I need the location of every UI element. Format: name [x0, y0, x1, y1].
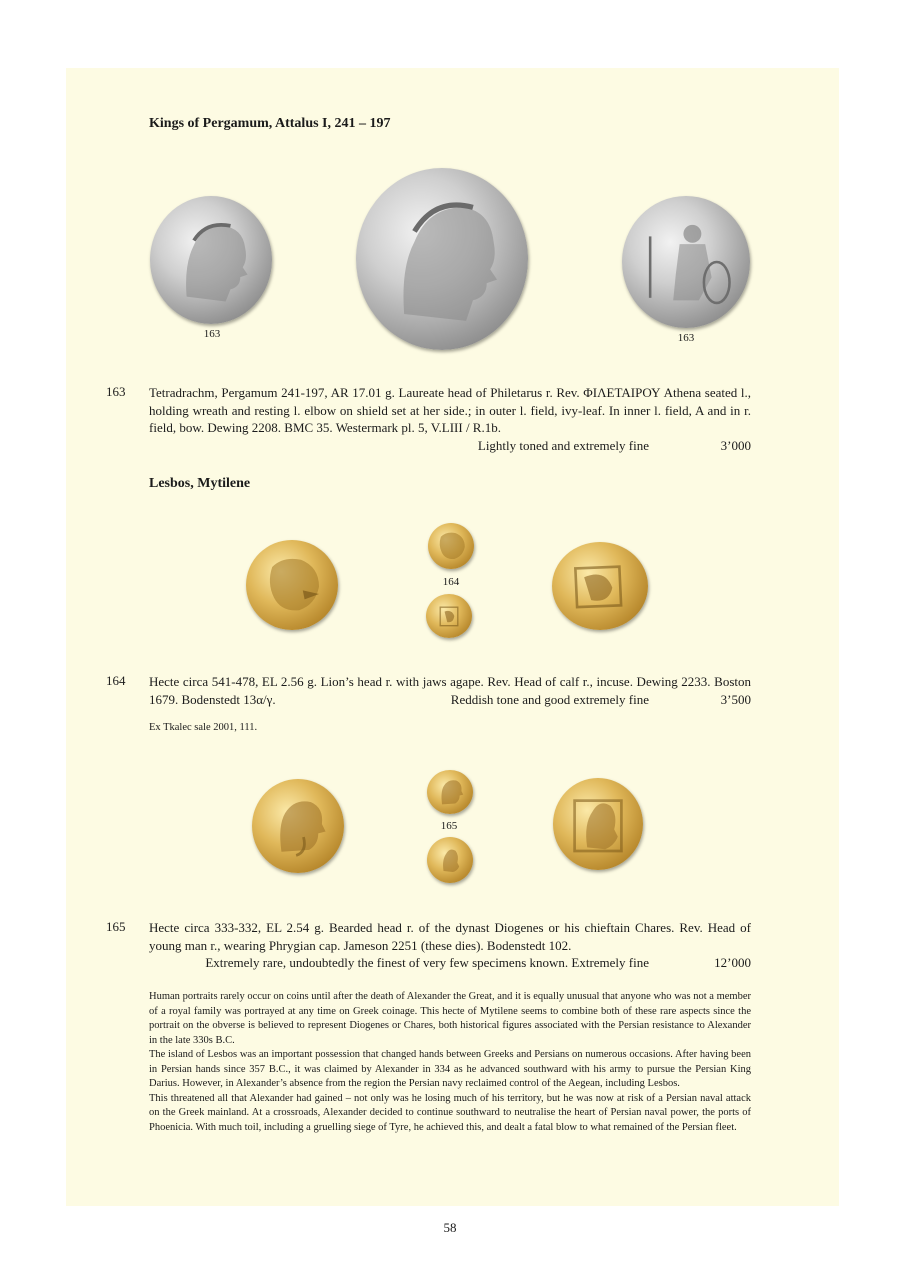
- coin-164-reverse: [426, 594, 472, 638]
- portrait-head-icon: [356, 168, 528, 350]
- bearded-head-icon: [252, 779, 344, 873]
- note-paragraph: The island of Lesbos was an important possession that changed hands between Greeks and Persians on numerous occasions. After having been in Persian hands since 357 B.C., it was claimed by Alexander in 334 as he advanced southward with his army to pursue the Persian King Darius. However, in Alexander’s absence from the region the Persian navy reclaimed control of the Aegean, including Lesbos.: [149, 1049, 751, 1089]
- coin-163-obverse-enlarged: [356, 168, 528, 350]
- bearded-head-icon: [427, 770, 473, 814]
- section-heading-lesbos: Lesbos, Mytilene: [149, 476, 251, 491]
- lot-164-entry: [149, 673, 751, 708]
- lot-165-entry: [149, 919, 751, 972]
- lot-163-entry: [149, 384, 751, 454]
- caption-165: 165: [440, 820, 458, 832]
- lot-165-notes: [149, 990, 751, 1135]
- lion-head-icon: [246, 540, 338, 630]
- section-heading-pergamum: Kings of Pergamum, Attalus I, 241 – 197: [149, 116, 391, 131]
- lot-165-price: 12’000: [714, 955, 751, 970]
- lot-163-grade: Lightly toned and extremely fine: [477, 437, 649, 453]
- lot-163-description: Tetradrachm, Pergamum 241-197, AR 17.01 g. Laureate head of Philetarus r. Rev. ΦΙΛΕΤΑΙΡΟΥ Athena seated l., holding wreath and resting l. elbow on shield set at her side.; in outer l. field, ivy-leaf. In inner l. field, A and in r. field, bow. Dewing 2208. BMC 35. Westermark pl. 5, V.LIII / R.1b.: [149, 385, 751, 435]
- note-paragraph: Human portraits rarely occur on coins until after the death of Alexander the Great, and it is equally unusual that anyone who was not a member of a royal family was portrayed at any time on Greek coinage. This hecte of Mytilene seems to combine both of these rare aspects since the portrait on the obverse is believed to represent Diogenes or Chares, both historical figures associated with the Persian resistance to Alexander in the late 330s B.C.: [149, 991, 751, 1046]
- lot-number-165: 165: [106, 919, 126, 934]
- caption-164: 164: [442, 576, 460, 588]
- lot-165-grade: Extremely rare, undoubtedly the finest of very few specimens known. Extremely fine: [205, 955, 649, 970]
- phrygian-cap-head-icon: [427, 837, 473, 883]
- coin-163-reverse: [622, 196, 750, 328]
- lion-head-icon: [428, 523, 474, 569]
- coin-164-reverse-enlarged: [552, 542, 648, 630]
- coin-165-obverse: [427, 770, 473, 814]
- lot-number-163: 163: [106, 384, 126, 399]
- lot-number-164: 164: [106, 673, 126, 688]
- lot-164-provenance: Ex Tkalec sale 2001, 111.: [149, 722, 258, 733]
- phrygian-cap-head-icon: [553, 778, 643, 870]
- lot-164-price: 3’500: [720, 691, 751, 707]
- portrait-head-icon: [150, 196, 272, 324]
- coin-165-obverse-enlarged: [252, 779, 344, 873]
- lot-163-grade-row: [149, 437, 751, 455]
- coin-165-reverse-enlarged: [553, 778, 643, 870]
- lot-164-grade-row: [451, 691, 751, 709]
- lot-164-description: Hecte circa 541-478, EL 2.56 g. Lion’s head r. with jaws agape. Rev. Head of calf r., incuse. Dewing 2233. Boston 1679. Bodenstedt 13α/γ.: [149, 674, 751, 707]
- caption-163-left: 163: [203, 328, 221, 340]
- calf-head-icon: [426, 594, 472, 638]
- coin-164-obverse-enlarged: [246, 540, 338, 630]
- lot-163-price: 3’000: [720, 437, 751, 453]
- lot-165-grade-row: [149, 954, 751, 972]
- lot-164-grade: Reddish tone and good extremely fine: [450, 691, 649, 707]
- caption-163-right: 163: [677, 332, 695, 344]
- coin-163-obverse-small: [150, 196, 272, 324]
- coin-165-reverse: [427, 837, 473, 883]
- seated-athena-icon: [622, 196, 750, 328]
- lot-165-description: Hecte circa 333-332, EL 2.54 g. Bearded head r. of the dynast Diogenes or his chieftain Chares. Rev. Head of young man r., wearing Phrygian cap. Jameson 2251 (these dies). Bodenstedt 102.: [149, 920, 751, 953]
- page-number: 58: [443, 1220, 457, 1235]
- calf-head-icon: [552, 542, 648, 630]
- note-paragraph: This threatened all that Alexander had gained – not only was he losing much of his territory, but he was now at risk of a Persian naval attack on the Greek mainland. At a crossroads, Alexander decided to continue southward to neutralise the heart of Persian naval power, the ports of Phoenicia. With much toil, including a gruelling siege of Tyre, he achieved this, and dealt a fatal blow to what remained of the Persian fleet.: [149, 1092, 751, 1133]
- coin-164-obverse: [428, 523, 474, 569]
